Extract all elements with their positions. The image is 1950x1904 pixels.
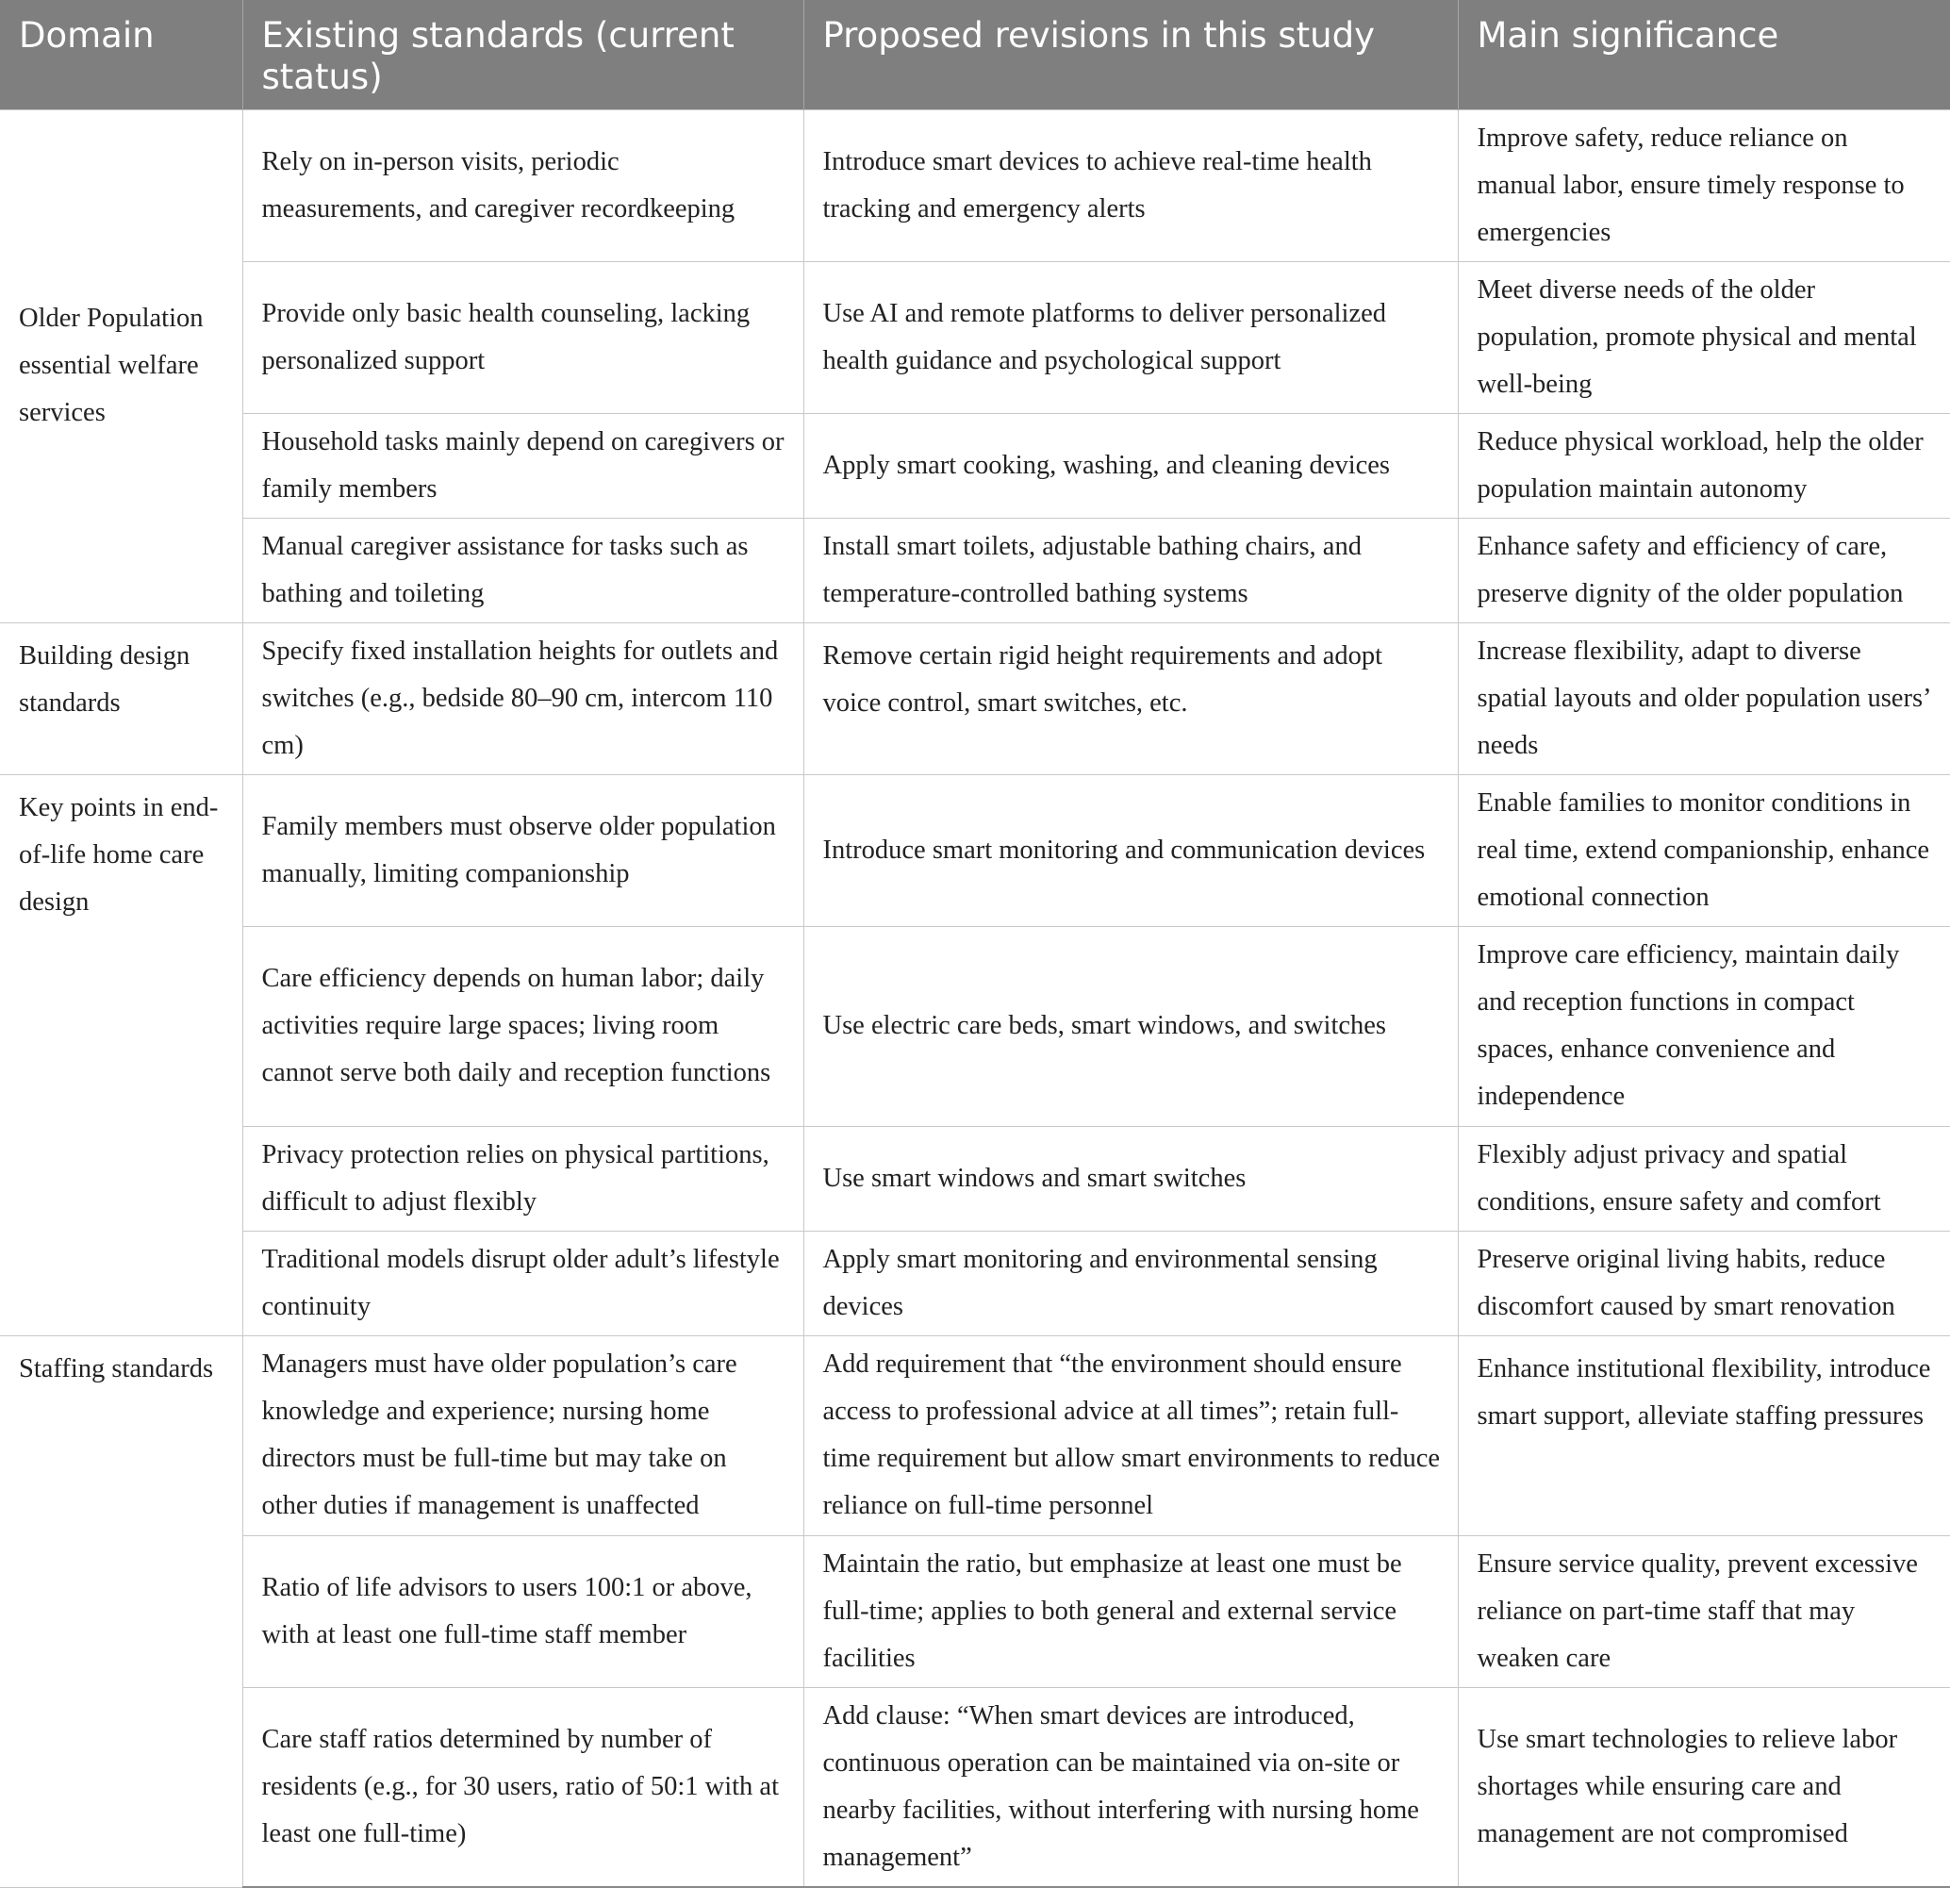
header-domain: Domain (0, 0, 242, 109)
table-row (0, 774, 1950, 926)
domain-cell: Key points in end-of-life home care design (0, 774, 242, 1335)
existing-cell: Family members must observe older population manually, limiting companionship (242, 774, 803, 926)
significance-cell: Preserve original living habits, reduce discomfort caused by smart renovation (1458, 1231, 1950, 1335)
table-header (0, 0, 1950, 109)
table-row (0, 1126, 1950, 1231)
proposed-cell: Introduce smart devices to achieve real-time health tracking and emergency alerts (803, 109, 1458, 261)
existing-cell: Traditional models disrupt older adult’s lifestyle continuity (242, 1231, 803, 1335)
existing-cell: Privacy protection relies on physical partitions, difficult to adjust flexibly (242, 1126, 803, 1231)
proposed-cell: Use smart windows and smart switches (803, 1126, 1458, 1231)
existing-cell: Provide only basic health counseling, lacking personalized support (242, 261, 803, 413)
existing-cell: Ratio of life advisors to users 100:1 or above, with at least one full-time staff member (242, 1535, 803, 1687)
table-row (0, 1535, 1950, 1687)
proposed-cell: Remove certain rigid height requirements and adopt voice control, smart switches, etc. (803, 622, 1458, 774)
table-body (0, 109, 1950, 1887)
table-row (0, 622, 1950, 774)
table-row (0, 926, 1950, 1126)
proposed-cell: Apply smart cooking, washing, and cleaning devices (803, 413, 1458, 518)
table-row (0, 1687, 1950, 1887)
table-row (0, 261, 1950, 413)
existing-cell: Managers must have older population’s care knowledge and experience; nursing home directors must be full-time but may take on other duties if management is unaffected (242, 1335, 803, 1535)
proposed-cell: Introduce smart monitoring and communication devices (803, 774, 1458, 926)
significance-cell: Meet diverse needs of the older population, promote physical and mental well-being (1458, 261, 1950, 413)
header-proposed-revisions: Proposed revisions in this study (803, 0, 1458, 109)
table-row (0, 1231, 1950, 1335)
existing-cell: Care efficiency depends on human labor; daily activities require large spaces; living room cannot serve both daily and reception functions (242, 926, 803, 1126)
proposed-cell: Install smart toilets, adjustable bathing chairs, and temperature-controlled bathing systems (803, 518, 1458, 622)
table-row (0, 1335, 1950, 1535)
proposed-cell: Use electric care beds, smart windows, and switches (803, 926, 1458, 1126)
existing-cell: Household tasks mainly depend on caregivers or family members (242, 413, 803, 518)
significance-cell: Ensure service quality, prevent excessive reliance on part-time staff that may weaken care (1458, 1535, 1950, 1687)
significance-cell: Improve safety, reduce reliance on manual labor, ensure timely response to emergencies (1458, 109, 1950, 261)
proposed-cell: Maintain the ratio, but emphasize at least one must be full-time; applies to both general and external service facilities (803, 1535, 1458, 1687)
significance-cell: Reduce physical workload, help the older population maintain autonomy (1458, 413, 1950, 518)
domain-cell: Building design standards (0, 622, 242, 774)
significance-cell: Increase flexibility, adapt to diverse spatial layouts and older population users’ needs (1458, 622, 1950, 774)
proposed-cell: Add requirement that “the environment should ensure access to professional advice at all times”; retain full-time requirement but allow smart environments to reduce reliance on full-time personnel (803, 1335, 1458, 1535)
domain-cell: Older Population essential welfare services (0, 109, 242, 622)
significance-cell: Flexibly adjust privacy and spatial conditions, ensure safety and comfort (1458, 1126, 1950, 1231)
significance-cell: Use smart technologies to relieve labor shortages while ensuring care and management are not compromised (1458, 1687, 1950, 1887)
table-row (0, 518, 1950, 622)
significance-cell: Improve care efficiency, maintain daily and reception functions in compact spaces, enhance convenience and independence (1458, 926, 1950, 1126)
existing-cell: Specify fixed installation heights for outlets and switches (e.g., bedside 80–90 cm, intercom 110 cm) (242, 622, 803, 774)
existing-cell: Manual caregiver assistance for tasks such as bathing and toileting (242, 518, 803, 622)
significance-cell: Enhance safety and efficiency of care, preserve dignity of the older population (1458, 518, 1950, 622)
table-row (0, 109, 1950, 261)
domain-cell: Staffing standards (0, 1335, 242, 1887)
proposed-cell: Use AI and remote platforms to deliver personalized health guidance and psychological support (803, 261, 1458, 413)
proposed-cell: Apply smart monitoring and environmental sensing devices (803, 1231, 1458, 1335)
significance-cell: Enhance institutional flexibility, introduce smart support, alleviate staffing pressures (1458, 1335, 1950, 1535)
header-existing-standards: Existing standards (current status) (242, 0, 803, 109)
existing-cell: Rely on in-person visits, periodic measurements, and caregiver recordkeeping (242, 109, 803, 261)
significance-cell: Enable families to monitor conditions in real time, extend companionship, enhance emotional connection (1458, 774, 1950, 926)
proposed-cell: Add clause: “When smart devices are introduced, continuous operation can be maintained via on-site or nearby facilities, without interfering with nursing home management” (803, 1687, 1458, 1887)
header-row (0, 0, 1950, 109)
table-row (0, 413, 1950, 518)
existing-cell: Care staff ratios determined by number of residents (e.g., for 30 users, ratio of 50:1 with at least one full-time) (242, 1687, 803, 1887)
header-main-significance: Main significance (1458, 0, 1950, 109)
